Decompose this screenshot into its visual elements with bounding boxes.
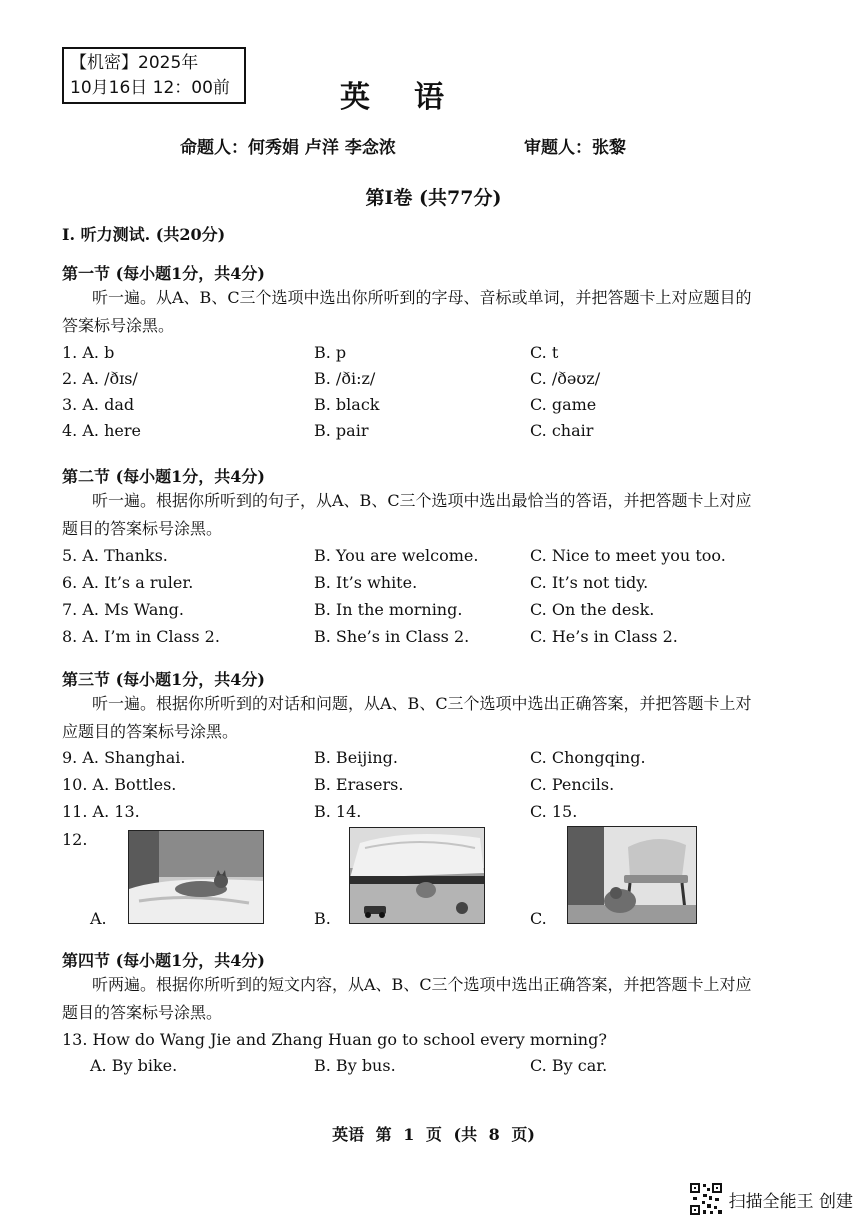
page-footer: 英语 第 1 页 (共 8 页)	[332, 1125, 535, 1144]
option-a: 2. A. /ðɪs/	[62, 369, 138, 388]
question-row	[62, 570, 822, 597]
section-3-questions	[62, 745, 822, 826]
authors: 命题人：何秀娟 卢洋 李念浓	[180, 138, 396, 158]
option-b: B. Beijing.	[314, 748, 398, 767]
option-c: C. He’s in Class 2.	[530, 627, 678, 646]
qr-code-icon	[689, 1182, 723, 1216]
question-row	[62, 366, 822, 392]
option-c: C. On the desk.	[530, 600, 655, 619]
option-a: 9. A. Shanghai.	[62, 748, 186, 767]
option-a: 10. A. Bottles.	[62, 775, 177, 794]
section-3-instruction: 听一遍。根据你所听到的对话和问题，从A、B、C三个选项中选出正确答案，并把答题卡上对应题目的答案标号涂黑。	[62, 694, 752, 741]
option-b: B. She’s in Class 2.	[314, 627, 470, 646]
section-2-instruction: 听一遍。根据你所听到的句子，从A、B、C三个选项中选出最恰当的答语，并把答题卡上对应题目的答案标号涂黑。	[62, 491, 752, 538]
option-b: B. It’s white.	[314, 573, 418, 592]
option-a: 3. A. dad	[62, 395, 135, 414]
reviewer: 审题人：张黎	[524, 138, 626, 158]
question-12-label-c: C.	[530, 909, 547, 928]
option-c: C. Pencils.	[530, 775, 615, 794]
question-12-label-a: A.	[90, 909, 107, 928]
volume-title: 第I卷 (共77分)	[365, 187, 502, 209]
section-2-heading: 第二节 (每小题1分，共4分)	[62, 467, 265, 486]
option-a: 5. A. Thanks.	[62, 546, 168, 565]
scanner-label: 扫描全能王 创建	[728, 1191, 853, 1212]
confidential-line-1: 【机密】2025年	[70, 53, 199, 73]
confidential-stamp	[62, 47, 246, 104]
option-c: C. t	[530, 343, 559, 362]
section-1-heading: 第一节 (每小题1分，共4分)	[62, 264, 265, 283]
section-3-heading: 第三节 (每小题1分，共4分)	[62, 670, 265, 689]
question-row	[62, 543, 822, 570]
question-row	[62, 799, 822, 826]
section-1-questions	[62, 340, 822, 444]
cat-under-chair-image	[567, 826, 697, 924]
option-c: C. Nice to meet you too.	[530, 546, 726, 565]
section-4-heading: 第四节 (每小题1分，共4分)	[62, 951, 265, 970]
option-a: A. By bike.	[90, 1056, 178, 1075]
option-b: B. You are welcome.	[314, 546, 479, 565]
question-12-label-b: B.	[314, 909, 331, 928]
option-b: B. In the morning.	[314, 600, 463, 619]
option-b: B. 14.	[314, 802, 362, 821]
option-c: C. chair	[530, 421, 594, 440]
option-c: C. /ðəʊz/	[530, 369, 601, 388]
option-c: C. 15.	[530, 802, 578, 821]
section-2-questions	[62, 543, 822, 651]
option-b: B. black	[314, 395, 380, 414]
question-row	[62, 597, 822, 624]
scanner-watermark	[689, 1182, 853, 1216]
section-4-instruction: 听两遍。根据你所听到的短文内容，从A、B、C三个选项中选出正确答案，并把答题卡上对应题目的答案标号涂黑。	[62, 975, 752, 1022]
option-b: B. Erasers.	[314, 775, 404, 794]
confidential-line-2: 10月16日 12：00前	[70, 78, 230, 98]
option-b: B. By bus.	[314, 1056, 396, 1075]
option-c: C. It’s not tidy.	[530, 573, 649, 592]
question-row	[62, 418, 822, 444]
option-c: C. By car.	[530, 1056, 608, 1075]
option-b: B. /ði:z/	[314, 369, 376, 388]
question-row	[62, 745, 822, 772]
question-row	[62, 624, 822, 651]
cat-under-sofa-image	[349, 827, 485, 924]
option-a: 1. A. b	[62, 343, 115, 362]
part-heading: I. 听力测试. (共20分)	[62, 225, 226, 244]
option-b: B. p	[314, 343, 347, 362]
option-c: C. Chongqing.	[530, 748, 646, 767]
option-a: 11. A. 13.	[62, 802, 140, 821]
option-a: 7. A. Ms Wang.	[62, 600, 184, 619]
question-row	[62, 392, 822, 418]
cat-on-bed-image	[128, 830, 264, 924]
option-c: C. game	[530, 395, 597, 414]
question-row	[62, 340, 822, 366]
option-a: 4. A. here	[62, 421, 141, 440]
question-row	[62, 772, 822, 799]
option-b: B. pair	[314, 421, 369, 440]
question-12-number: 12.	[62, 830, 88, 849]
page-title: 英语	[340, 80, 488, 115]
section-1-instruction: 听一遍。从A、B、C三个选项中选出你所听到的字母、音标或单词，并把答题卡上对应题目的答案标号涂黑。	[62, 288, 752, 335]
question-13-text: 13. How do Wang Jie and Zhang Huan go to school every morning?	[62, 1030, 607, 1049]
option-a: 6. A. It’s a ruler.	[62, 573, 194, 592]
option-a: 8. A. I’m in Class 2.	[62, 627, 220, 646]
